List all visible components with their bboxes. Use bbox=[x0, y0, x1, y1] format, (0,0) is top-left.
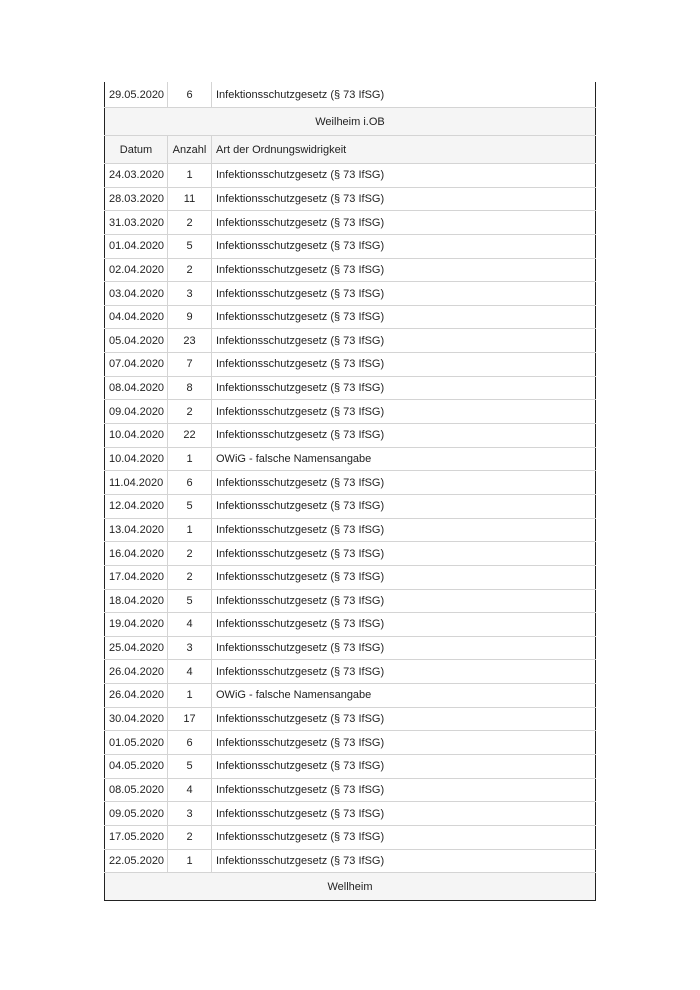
cell-count: 4 bbox=[168, 613, 212, 637]
cell-date: 03.04.2020 bbox=[105, 282, 168, 306]
cell-date: 31.03.2020 bbox=[105, 211, 168, 235]
table-row bbox=[105, 258, 596, 282]
cell-count: 1 bbox=[168, 849, 212, 873]
cell-type: Infektionsschutzgesetz (§ 73 IfSG) bbox=[212, 589, 596, 613]
cell-count: 3 bbox=[168, 802, 212, 826]
cell-type: Infektionsschutzgesetz (§ 73 IfSG) bbox=[212, 211, 596, 235]
table-row bbox=[105, 589, 596, 613]
cell-count: 8 bbox=[168, 376, 212, 400]
cell-date: 10.04.2020 bbox=[105, 424, 168, 448]
cell-type: Infektionsschutzgesetz (§ 73 IfSG) bbox=[212, 187, 596, 211]
cell-type: Infektionsschutzgesetz (§ 73 IfSG) bbox=[212, 613, 596, 637]
section-title: Weilheim i.OB bbox=[105, 108, 596, 136]
cell-count: 4 bbox=[168, 660, 212, 684]
column-header-type: Art der Ordnungswidrigkeit bbox=[212, 136, 596, 164]
table-row bbox=[105, 376, 596, 400]
cell-count: 2 bbox=[168, 825, 212, 849]
cell-type: Infektionsschutzgesetz (§ 73 IfSG) bbox=[212, 731, 596, 755]
cell-date: 09.04.2020 bbox=[105, 400, 168, 424]
cell-count: 23 bbox=[168, 329, 212, 353]
cell-count: 5 bbox=[168, 494, 212, 518]
table-row bbox=[105, 187, 596, 211]
cell-date: 08.05.2020 bbox=[105, 778, 168, 802]
cell-date: 01.04.2020 bbox=[105, 234, 168, 258]
table-row bbox=[105, 305, 596, 329]
table-row bbox=[105, 164, 596, 188]
cell-date: 09.05.2020 bbox=[105, 802, 168, 826]
cell-date: 02.04.2020 bbox=[105, 258, 168, 282]
cell-date: 01.05.2020 bbox=[105, 731, 168, 755]
cell-date: 30.04.2020 bbox=[105, 707, 168, 731]
cell-type: Infektionsschutzgesetz (§ 73 IfSG) bbox=[212, 755, 596, 779]
table-row bbox=[105, 778, 596, 802]
cell-date: 04.05.2020 bbox=[105, 755, 168, 779]
cell-type: OWiG - falsche Namensangabe bbox=[212, 684, 596, 708]
cell-count: 1 bbox=[168, 518, 212, 542]
cell-type: Infektionsschutzgesetz (§ 73 IfSG) bbox=[212, 282, 596, 306]
cell-count: 6 bbox=[168, 731, 212, 755]
cell-type: Infektionsschutzgesetz (§ 73 IfSG) bbox=[212, 376, 596, 400]
section-header-weilheim bbox=[105, 108, 596, 136]
table-row bbox=[105, 82, 596, 108]
table-row bbox=[105, 849, 596, 873]
cell-date: 08.04.2020 bbox=[105, 376, 168, 400]
table-body bbox=[105, 82, 596, 901]
cell-type: Infektionsschutzgesetz (§ 73 IfSG) bbox=[212, 400, 596, 424]
table-row bbox=[105, 234, 596, 258]
cell-type: Infektionsschutzgesetz (§ 73 IfSG) bbox=[212, 234, 596, 258]
table-row bbox=[105, 471, 596, 495]
cell-type: Infektionsschutzgesetz (§ 73 IfSG) bbox=[212, 424, 596, 448]
column-header-date: Datum bbox=[105, 136, 168, 164]
table-row bbox=[105, 424, 596, 448]
column-header-count: Anzahl bbox=[168, 136, 212, 164]
cell-date: 13.04.2020 bbox=[105, 518, 168, 542]
cell-date: 04.04.2020 bbox=[105, 305, 168, 329]
cell-count: 17 bbox=[168, 707, 212, 731]
cell-type: Infektionsschutzgesetz (§ 73 IfSG) bbox=[212, 258, 596, 282]
cell-type: Infektionsschutzgesetz (§ 73 IfSG) bbox=[212, 542, 596, 566]
table-row bbox=[105, 353, 596, 377]
cell-type: Infektionsschutzgesetz (§ 73 IfSG) bbox=[212, 707, 596, 731]
cell-count: 2 bbox=[168, 565, 212, 589]
section-title: Wellheim bbox=[105, 873, 596, 901]
table-row bbox=[105, 731, 596, 755]
cell-type: Infektionsschutzgesetz (§ 73 IfSG) bbox=[212, 825, 596, 849]
cell-date: 18.04.2020 bbox=[105, 589, 168, 613]
cell-count: 2 bbox=[168, 400, 212, 424]
table-row bbox=[105, 755, 596, 779]
violations-table bbox=[104, 82, 596, 901]
cell-count: 3 bbox=[168, 636, 212, 660]
cell-date: 11.04.2020 bbox=[105, 471, 168, 495]
cell-type: Infektionsschutzgesetz (§ 73 IfSG) bbox=[212, 802, 596, 826]
cell-count: 6 bbox=[168, 82, 212, 108]
table-row bbox=[105, 684, 596, 708]
cell-date: 07.04.2020 bbox=[105, 353, 168, 377]
cell-count: 5 bbox=[168, 589, 212, 613]
cell-type: Infektionsschutzgesetz (§ 73 IfSG) bbox=[212, 353, 596, 377]
table-row bbox=[105, 211, 596, 235]
cell-type: Infektionsschutzgesetz (§ 73 IfSG) bbox=[212, 471, 596, 495]
cell-count: 1 bbox=[168, 447, 212, 471]
table-row bbox=[105, 825, 596, 849]
cell-count: 5 bbox=[168, 755, 212, 779]
cell-date: 24.03.2020 bbox=[105, 164, 168, 188]
cell-count: 7 bbox=[168, 353, 212, 377]
cell-type: Infektionsschutzgesetz (§ 73 IfSG) bbox=[212, 636, 596, 660]
cell-date: 17.05.2020 bbox=[105, 825, 168, 849]
table-row bbox=[105, 565, 596, 589]
table-row bbox=[105, 447, 596, 471]
cell-date: 12.04.2020 bbox=[105, 494, 168, 518]
table-row bbox=[105, 613, 596, 637]
cell-count: 4 bbox=[168, 778, 212, 802]
table-row bbox=[105, 329, 596, 353]
cell-count: 5 bbox=[168, 234, 212, 258]
cell-date: 05.04.2020 bbox=[105, 329, 168, 353]
cell-type: Infektionsschutzgesetz (§ 73 IfSG) bbox=[212, 164, 596, 188]
cell-type: Infektionsschutzgesetz (§ 73 IfSG) bbox=[212, 849, 596, 873]
cell-type: Infektionsschutzgesetz (§ 73 IfSG) bbox=[212, 82, 596, 108]
table-row bbox=[105, 707, 596, 731]
cell-type: Infektionsschutzgesetz (§ 73 IfSG) bbox=[212, 778, 596, 802]
table-row bbox=[105, 282, 596, 306]
cell-date: 22.05.2020 bbox=[105, 849, 168, 873]
table-row bbox=[105, 802, 596, 826]
cell-count: 1 bbox=[168, 164, 212, 188]
cell-count: 6 bbox=[168, 471, 212, 495]
cell-count: 2 bbox=[168, 542, 212, 566]
cell-count: 9 bbox=[168, 305, 212, 329]
table-row bbox=[105, 542, 596, 566]
column-header-row bbox=[105, 136, 596, 164]
table-row bbox=[105, 494, 596, 518]
cell-date: 16.04.2020 bbox=[105, 542, 168, 566]
cell-date: 10.04.2020 bbox=[105, 447, 168, 471]
table-row bbox=[105, 636, 596, 660]
cell-date: 29.05.2020 bbox=[105, 82, 168, 108]
cell-count: 11 bbox=[168, 187, 212, 211]
cell-date: 28.03.2020 bbox=[105, 187, 168, 211]
cell-count: 1 bbox=[168, 684, 212, 708]
cell-type: Infektionsschutzgesetz (§ 73 IfSG) bbox=[212, 329, 596, 353]
cell-date: 17.04.2020 bbox=[105, 565, 168, 589]
table-row bbox=[105, 518, 596, 542]
cell-count: 2 bbox=[168, 211, 212, 235]
cell-count: 2 bbox=[168, 258, 212, 282]
cell-count: 22 bbox=[168, 424, 212, 448]
cell-date: 19.04.2020 bbox=[105, 613, 168, 637]
cell-type: Infektionsschutzgesetz (§ 73 IfSG) bbox=[212, 305, 596, 329]
cell-type: Infektionsschutzgesetz (§ 73 IfSG) bbox=[212, 660, 596, 684]
cell-count: 3 bbox=[168, 282, 212, 306]
cell-type: OWiG - falsche Namensangabe bbox=[212, 447, 596, 471]
table-row bbox=[105, 400, 596, 424]
cell-date: 25.04.2020 bbox=[105, 636, 168, 660]
cell-type: Infektionsschutzgesetz (§ 73 IfSG) bbox=[212, 565, 596, 589]
cell-date: 26.04.2020 bbox=[105, 660, 168, 684]
cell-type: Infektionsschutzgesetz (§ 73 IfSG) bbox=[212, 518, 596, 542]
section-header-wellheim bbox=[105, 873, 596, 901]
table-row bbox=[105, 660, 596, 684]
cell-date: 26.04.2020 bbox=[105, 684, 168, 708]
cell-type: Infektionsschutzgesetz (§ 73 IfSG) bbox=[212, 494, 596, 518]
